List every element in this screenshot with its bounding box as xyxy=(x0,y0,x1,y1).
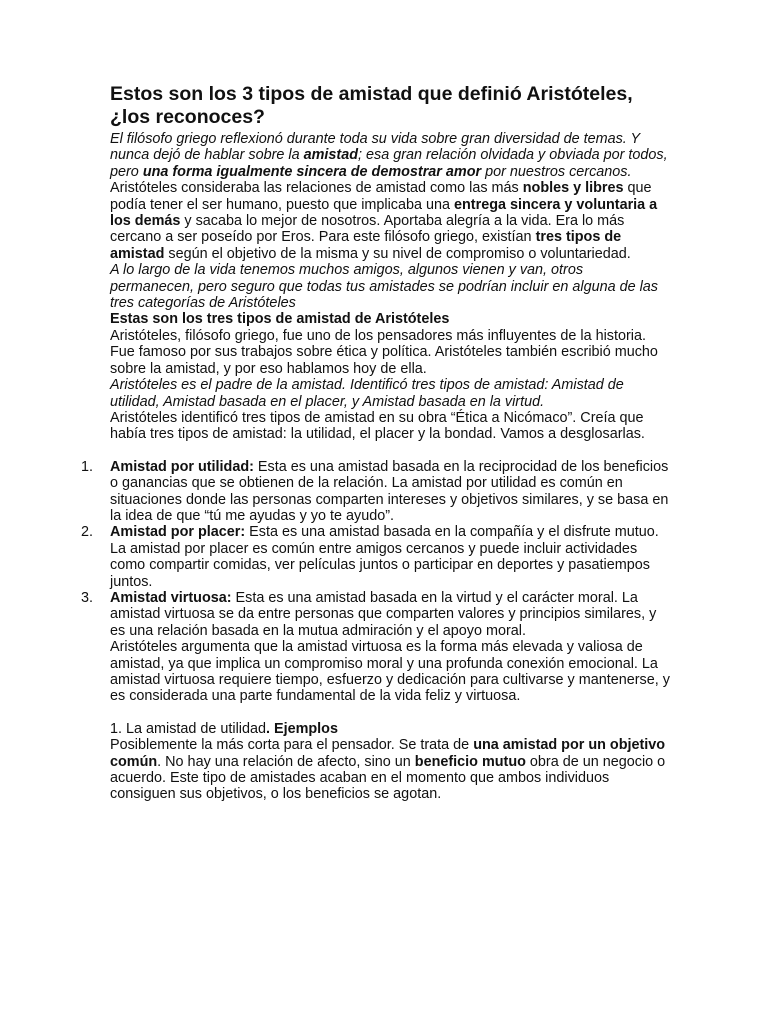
friendship-types-list xyxy=(81,458,670,705)
intro-bold-forma: una forma igualmente sincera de demostrar amor xyxy=(142,163,482,180)
spacer xyxy=(110,705,670,721)
list-item-label: Amistad por utilidad: xyxy=(110,458,254,475)
list-item-label: Amistad virtuosa: xyxy=(110,589,232,606)
list-number: 3. xyxy=(81,589,94,606)
section-heading: Estas son los tres tipos de amistad de Aristóteles xyxy=(110,311,450,328)
paragraph-padre: Aristóteles es el padre de la amistad. Identificó tres tipos de amistad: Amistad de utilidad, Amistad basada en el placer, y Amistad basada en la virtud. xyxy=(110,377,624,410)
article-body xyxy=(81,83,670,803)
intro-bold-amistad: amistad xyxy=(303,147,359,164)
list-item-text: Esta es una amistad basada en la virtud y el carácter moral. La amistad virtuosa se da entre personas que comparten valores y principios similares, y es una relación basada en la mutua admiración y el apoyo moral. xyxy=(110,589,657,639)
para2-bold-nobles: nobles y libres xyxy=(522,180,624,197)
para2-a: Aristóteles consideraba las relaciones de amistad como las más xyxy=(110,180,523,197)
paragraph-utilidad xyxy=(110,737,670,803)
utilidad-a: Posiblemente la más corta para el pensador. Se trata de xyxy=(110,737,474,754)
subsection-title-text: 1. La amistad de utilidad xyxy=(110,720,266,737)
utilidad-bold-beneficio: beneficio mutuo xyxy=(414,753,526,770)
para2-c: que podía tener el ser humano, puesto que implicaba una xyxy=(110,180,652,213)
paragraph-categorias: A lo largo de la vida tenemos muchos amigos, algunos vienen y van, otros permanecen, pero seguro que todas tus amistades se podrían incluir en alguna de las tres categorías de Aristóteles xyxy=(110,262,658,312)
para2-d: y sacaba lo mejor de nosotros. Aportaba alegría a la vida. Era lo más cercano a ser poseído por Eros. Para este filósofo griego, existían xyxy=(110,213,625,246)
intro-text-end: por nuestros cercanos. xyxy=(481,163,632,180)
list-item xyxy=(81,458,670,525)
article-title: Estos son los 3 tipos de amistad que definió Aristóteles, ¿los reconoces? xyxy=(110,83,633,128)
list-item-text: Esta es una amistad basada en la reciprocidad de los beneficios o ganancias que se obtienen de la relación. La amistad por utilidad es común en situaciones donde las personas comparten intereses y objetivos similares, y se basa en la idea de que “tú me ayudas y yo te ayudo”. xyxy=(110,458,669,524)
paragraph-filosofo: Aristóteles, filósofo griego, fue uno de los pensadores más influyentes de la historia. Fue famoso por sus trabajos sobre ética y política. Aristóteles también escribió mucho sobre la amistad, y por eso hablamos hoy de ella. xyxy=(110,327,658,377)
intro-paragraph xyxy=(110,131,670,180)
list-item-label: Amistad por placer: xyxy=(110,524,246,541)
para2-bold-entrega: entrega sincera y voluntaria a los demás xyxy=(110,196,658,230)
intro-text-mid: ; esa gran relación olvidada y obviada por todos, pero xyxy=(110,147,668,180)
intro-text: El filósofo griego reflexionó durante toda su vida sobre gran diversidad de temas. Y nunca dejó de hablar sobre la xyxy=(110,131,640,164)
para2-e: según el objetivo de la misma y su nivel de compromiso o voluntariedad. xyxy=(164,245,631,262)
list-item-text: Esta es una amistad basada en la compañía y el disfrute mutuo. La amistad por placer es común entre amigos cercanos y puede incluir actividades como compartir comidas, ver películas juntos o participar en deportes y pasatiempos juntos. xyxy=(110,524,659,590)
subsection-title xyxy=(110,721,670,737)
paragraph-nobles xyxy=(110,180,670,262)
list-item xyxy=(81,589,670,705)
paragraph-nicomaco: Aristóteles identificó tres tipos de amistad en su obra “Ética a Nicómaco”. Creía que había tres tipos de amistad: la utilidad, el placer y la bondad. Vamos a desglosarlas. xyxy=(110,409,645,443)
para2-bold-tipos: tres tipos de amistad xyxy=(110,229,622,262)
list-number: 1. xyxy=(81,458,94,475)
utilidad-c: . No hay una relación de afecto, sino un xyxy=(157,753,415,770)
list-number: 2. xyxy=(81,524,94,541)
utilidad-bold-objetivo: una amistad por un objetivo común xyxy=(110,737,666,770)
list-item-extra-text: Aristóteles argumenta que la amistad virtuosa es la forma más elevada y valiosa de amistad, ya que implica un compromiso moral y una profunda conexión emocional. La amistad virtuosa requiere tiempo, esfuerzo y dedicación para cultivarse y mantenerse, y es considerada una parte fundamental de la vida feliz y virtuosa. xyxy=(110,639,670,705)
list-item xyxy=(81,524,670,590)
utilidad-d: obra de un negocio o acuerdo. Este tipo de amistades acaban en el momento que ambos individuos consiguen sus objetivos, o los beneficios se agotan. xyxy=(110,753,666,803)
subsection-title-bold: . Ejemplos xyxy=(266,720,338,737)
